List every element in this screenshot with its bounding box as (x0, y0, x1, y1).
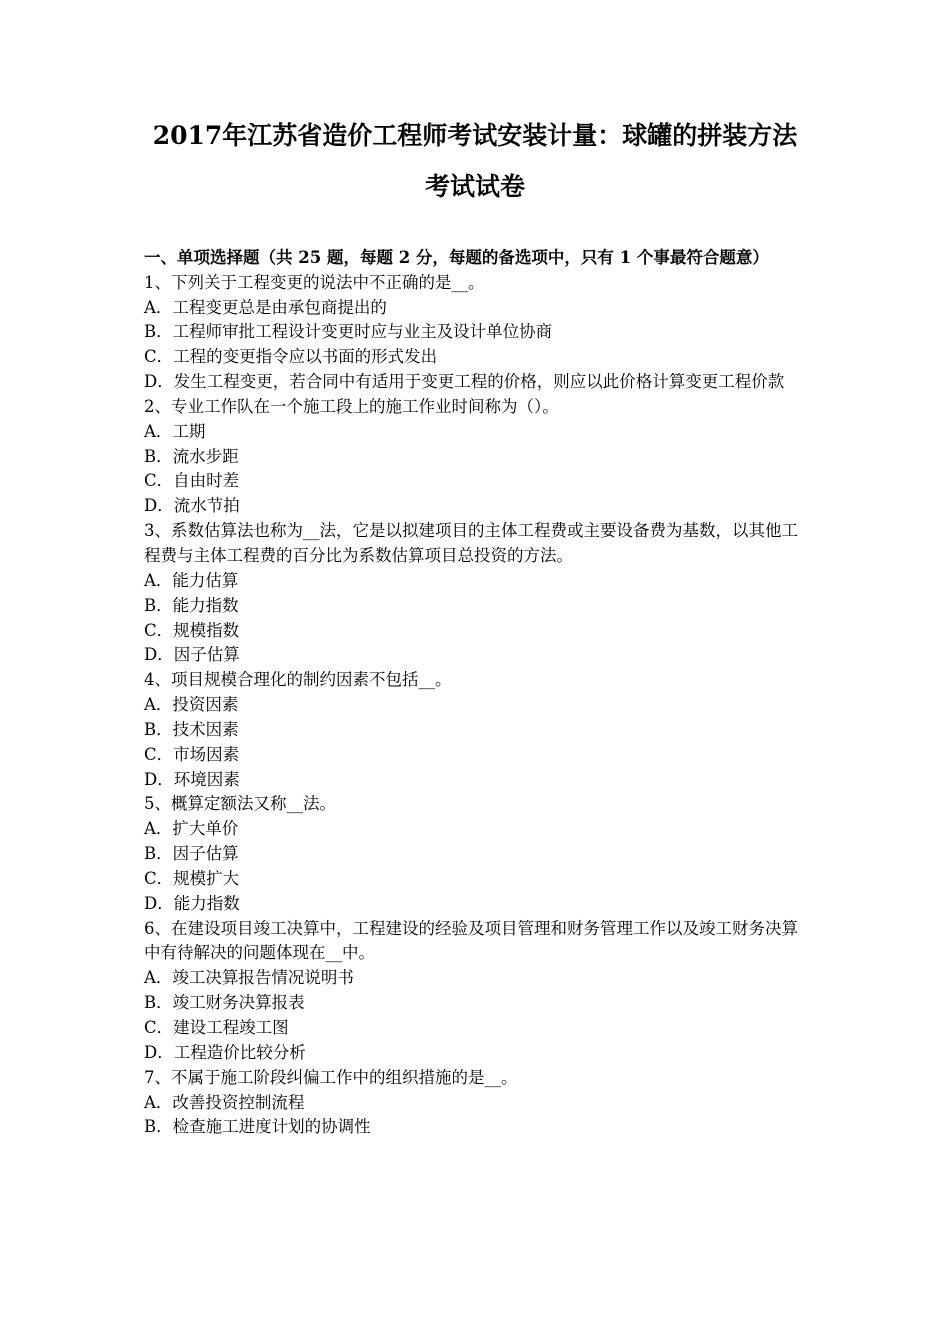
question-stem: 2、专业工作队在一个施工段上的施工作业时间称为（）。 (144, 396, 559, 416)
option-a: A．工期 (144, 421, 206, 441)
option-b: B．流水步距 (144, 446, 239, 466)
option-a: A．能力估算 (144, 570, 239, 590)
option-d: D．发生工程变更，若合同中有适用于变更工程的价格，则应以此价格计算变更工程价款 (144, 372, 785, 392)
question-7 (144, 1066, 810, 1141)
question-1 (144, 271, 810, 395)
option-c: C．规模指数 (144, 620, 240, 640)
question-3 (144, 519, 810, 668)
option-c: C．自由时差 (144, 471, 240, 491)
option-b: B．能力指数 (144, 595, 239, 615)
option-a: A．投资因素 (144, 695, 239, 715)
option-d: D．环境因素 (144, 769, 240, 789)
option-b: B．竣工财务决算报表 (144, 993, 305, 1013)
option-d: D．能力指数 (144, 893, 240, 913)
option-d: D．流水节拍 (144, 496, 240, 516)
question-stem: 1、下列关于工程变更的说法中不正确的是__。 (144, 272, 485, 292)
option-a: A．扩大单价 (144, 819, 239, 839)
option-c: C．建设工程竣工图 (144, 1018, 289, 1038)
question-2 (144, 395, 810, 519)
question-stem: 7、不属于施工阶段纠偏工作中的组织措施的是__。 (144, 1067, 518, 1087)
question-stem: 4、项目规模合理化的制约因素不包括__。 (144, 670, 452, 690)
option-b: B．工程师审批工程设计变更时应与业主及设计单位协商 (144, 322, 553, 342)
question-5 (144, 792, 810, 916)
option-d: D．因子估算 (144, 645, 240, 665)
option-d: D．工程造价比较分析 (144, 1042, 306, 1062)
question-stem: 5、概算定额法又称__法。 (144, 794, 336, 814)
option-b: B．技术因素 (144, 719, 239, 739)
option-c: C．市场因素 (144, 744, 240, 764)
option-b: B．检查施工进度计划的协调性 (144, 1117, 371, 1137)
question-4 (144, 668, 810, 792)
document-title-continued: 考试试卷 (424, 172, 525, 201)
document-body (144, 246, 810, 1140)
document-title: 2017年江苏省造价工程师考试安装计量：球罐的拼装方法 (152, 121, 798, 150)
option-a: A．工程变更总是由承包商提出的 (144, 297, 387, 317)
option-a: A．改善投资控制流程 (144, 1092, 305, 1112)
question-6 (144, 917, 810, 1066)
question-stem: 6、在建设项目竣工决算中，工程建设的经验及项目管理和财务管理工作以及竣工财务决算中有待解决的问题体现在__中。 (144, 918, 798, 963)
option-c: C．工程的变更指令应以书面的形式发出 (144, 347, 438, 367)
option-b: B．因子估算 (144, 844, 239, 864)
option-c: C．规模扩大 (144, 868, 240, 888)
question-stem: 3、系数估算法也称为__法，它是以拟建项目的主体工程费或主要设备费为基数，以其他工程费与主体工程费的百分比为系数估算项目总投资的方法。 (144, 521, 798, 565)
option-a: A．竣工决算报告情况说明书 (144, 968, 354, 988)
section-heading: 一、单项选择题（共 25 题，每题 2 分，每题的备选项中，只有 1 个事最符合题意） (144, 248, 769, 267)
